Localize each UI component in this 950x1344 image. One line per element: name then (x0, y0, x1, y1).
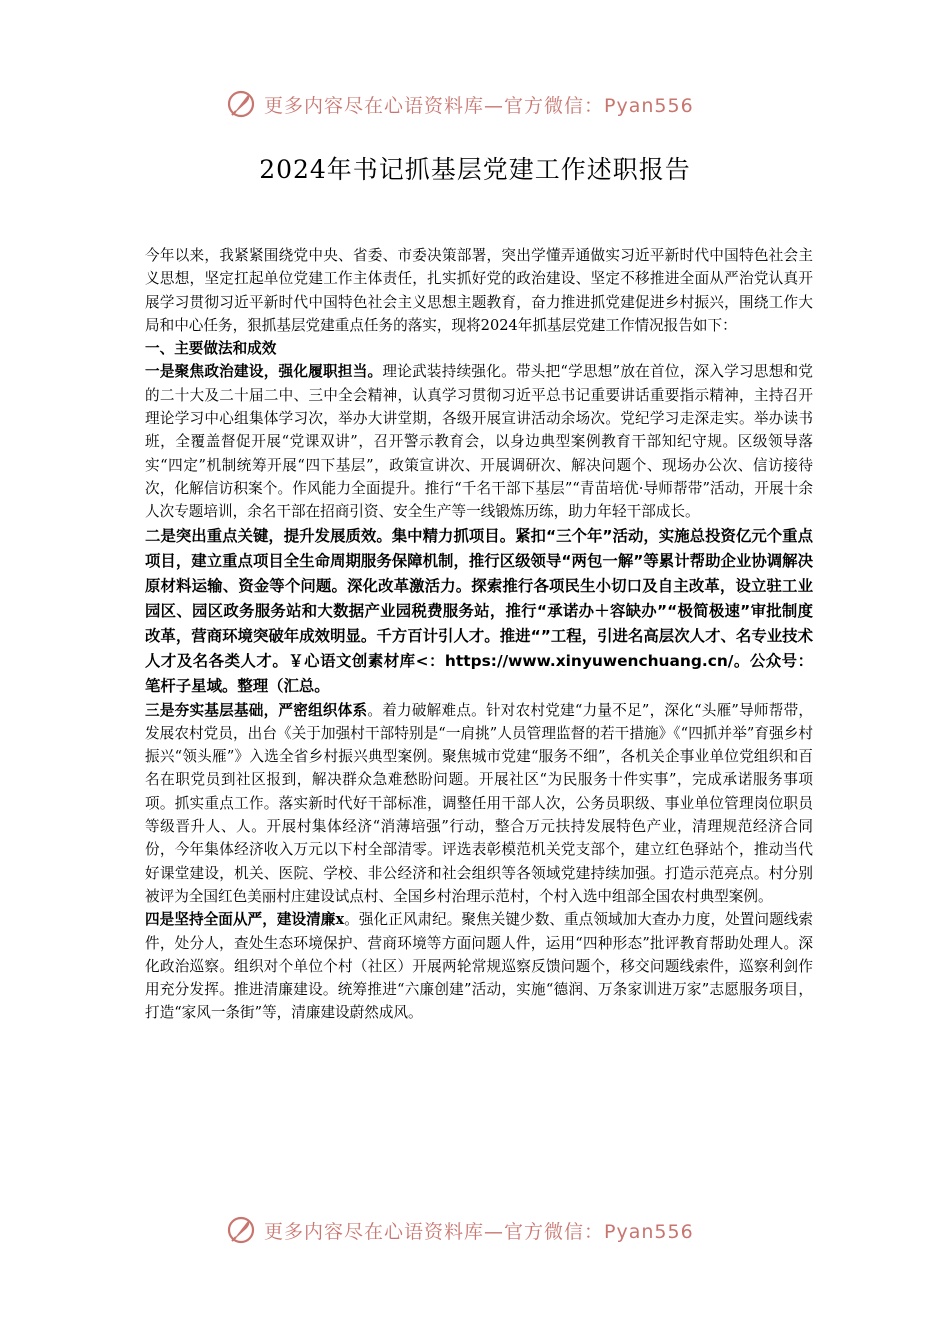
document-body (145, 244, 813, 1025)
watermark-header (226, 86, 746, 122)
paragraph-political-building (145, 360, 813, 523)
paragraph-body: 。强化正风肃纪。聚焦关键少数、重点领域加大查办力度，处置问题线索件，处分人，查处生态环境保护、营商环境等方面问题人件，运用“四种形态”批评教育帮助处理人。深化政治巡察。组织对个单位个村（社区）开展两轮常规巡察反馈问题个，移交问题线索件，巡察利剑作用充分发挥。推进清廉建设。统筹推进“六廉创建”活动，实施“德润、万条家训进万家”志愿服务项目，打造“家风一条街”等，清廉建设蔚然成风。 (145, 911, 813, 1022)
paragraph-body: 理论武装持续强化。带头把“学思想”放在首位，深入学习思想和党的二十大及二十届二中、三中全会精神，认真学习贯彻习近平总书记重要讲话重要指示精神，主持召开理论学习中心组集体学习次，举办大讲堂期，各级开展宣讲活动余场次。党纪学习走深走实。举办读书班，全覆盖督促开展“党课双讲”，召开警示教育会，以身边典型案例教育干部知纪守规。区级领导落实“四定”机制统筹开展“四下基层”，政策宣讲次、开展调研次、解决问题个、现场办公次、信访接待次，化解信访积案个。作风能力全面提升。推行“千名干部下基层”“青苗培优·导师帮带”活动，开展十余人次专题培训，余名干部在招商引资、安全生产等一线锻炼历练，助力年轻干部成长。 (145, 363, 813, 521)
document-title: 2024年书记抓基层党建工作述职报告 (259, 155, 691, 184)
paragraph-lead: 三是夯实基层基础，严密组织体系 (145, 701, 368, 719)
paragraph-grassroots-foundation (145, 699, 813, 909)
paragraph-lead: 四是坚持全面从严，建设清廉x (145, 911, 345, 929)
paragraph-body: 。着力破解难点。针对农村党建“力量不足”，深化“头雁”导师帮带，发展农村党员，出台《关于加强村干部特别是“一肩挑”人员管理监督的若干措施》《“四抓并举”育强乡村振兴“领头雁”》入选全省乡村振兴典型案例。聚焦城市党建“服务不细”，各机关企事业单位党组织和百名在职党员到社区报到，解决群众急难愁盼问题。开展社区“为民服务十件实事”，完成承诺服务事项项。抓实重点工作。落实新时代好干部标准，调整任用干部人次，公务员职级、事业单位管理岗位职员等级晋升人、人。开展村集体经济“消薄培强”行动，整合万元扶持发展特色产业，清理规范经济合同份，今年集体经济收入万元以下村全部清零。评选表彰模范机关党支部个，建立红色驿站个，推动当代好课堂建设，机关、医院、学校、非公经济和社会组织等各领域党建持续加强。打造示范亮点。村分别被评为全国红色美丽村庄建设试点村、全国乡村治理示范村，个村入选中组部全国农村典型案例。 (145, 701, 813, 905)
paragraph-lead: 一是聚焦政治建设，强化履职担当。 (145, 363, 383, 381)
quill-circle-icon (226, 1215, 256, 1245)
watermark-footer (226, 1212, 746, 1248)
section-heading: 一、主要做法和成效 (145, 340, 277, 358)
watermark-text: 更多内容尽在心语资料库—官方微信：Pyan556 (264, 94, 694, 117)
quill-circle-icon (226, 89, 256, 119)
intro-paragraph: 今年以来，我紧紧围绕党中央、省委、市委决策部署，突出学懂弄通做实习近平新时代中国特色社会主义思想，坚定扛起单位党建工作主体责任，扎实抓好党的政治建设、坚定不移推进全面从严治党认真开展学习贯彻习近平新时代中国特色社会主义思想主题教育，奋力推进抓党建促进乡村振兴，围绕工作大局和中心任务，狠抓基层党建重点任务的落实，现将2024年抓基层党建工作情况报告如下： (145, 247, 813, 334)
paragraph-strict-governance (145, 908, 813, 1024)
paragraph-key-projects: 二是突出重点关键，提升发展质效。集中精力抓项目。紧扣“三个年”活动，实施总投资亿元个重点项目，建立重点项目全生命周期服务保障机制，推行区级领导“两包一解”等累计帮助企业协调解决原材料运输、资金等个问题。深化改革激活力。探索推行各项民生小切口及自主改革，设立驻工业园区、园区政务服务站和大数据产业园税费服务站，推行“承诺办＋容缺办”“极简极速”审批制度改革，营商环境突破年成效明显。千方百计引人才。推进“”工程，引进名高层次人才、名专业技术人才及名各类人才。￥心语文创素材库<：https://www.xinyuwenchuang.cn/。公众号：笔杆子星域。整理（汇总。 (145, 526, 813, 695)
watermark-text: 更多内容尽在心语资料库—官方微信：Pyan556 (264, 1220, 694, 1243)
